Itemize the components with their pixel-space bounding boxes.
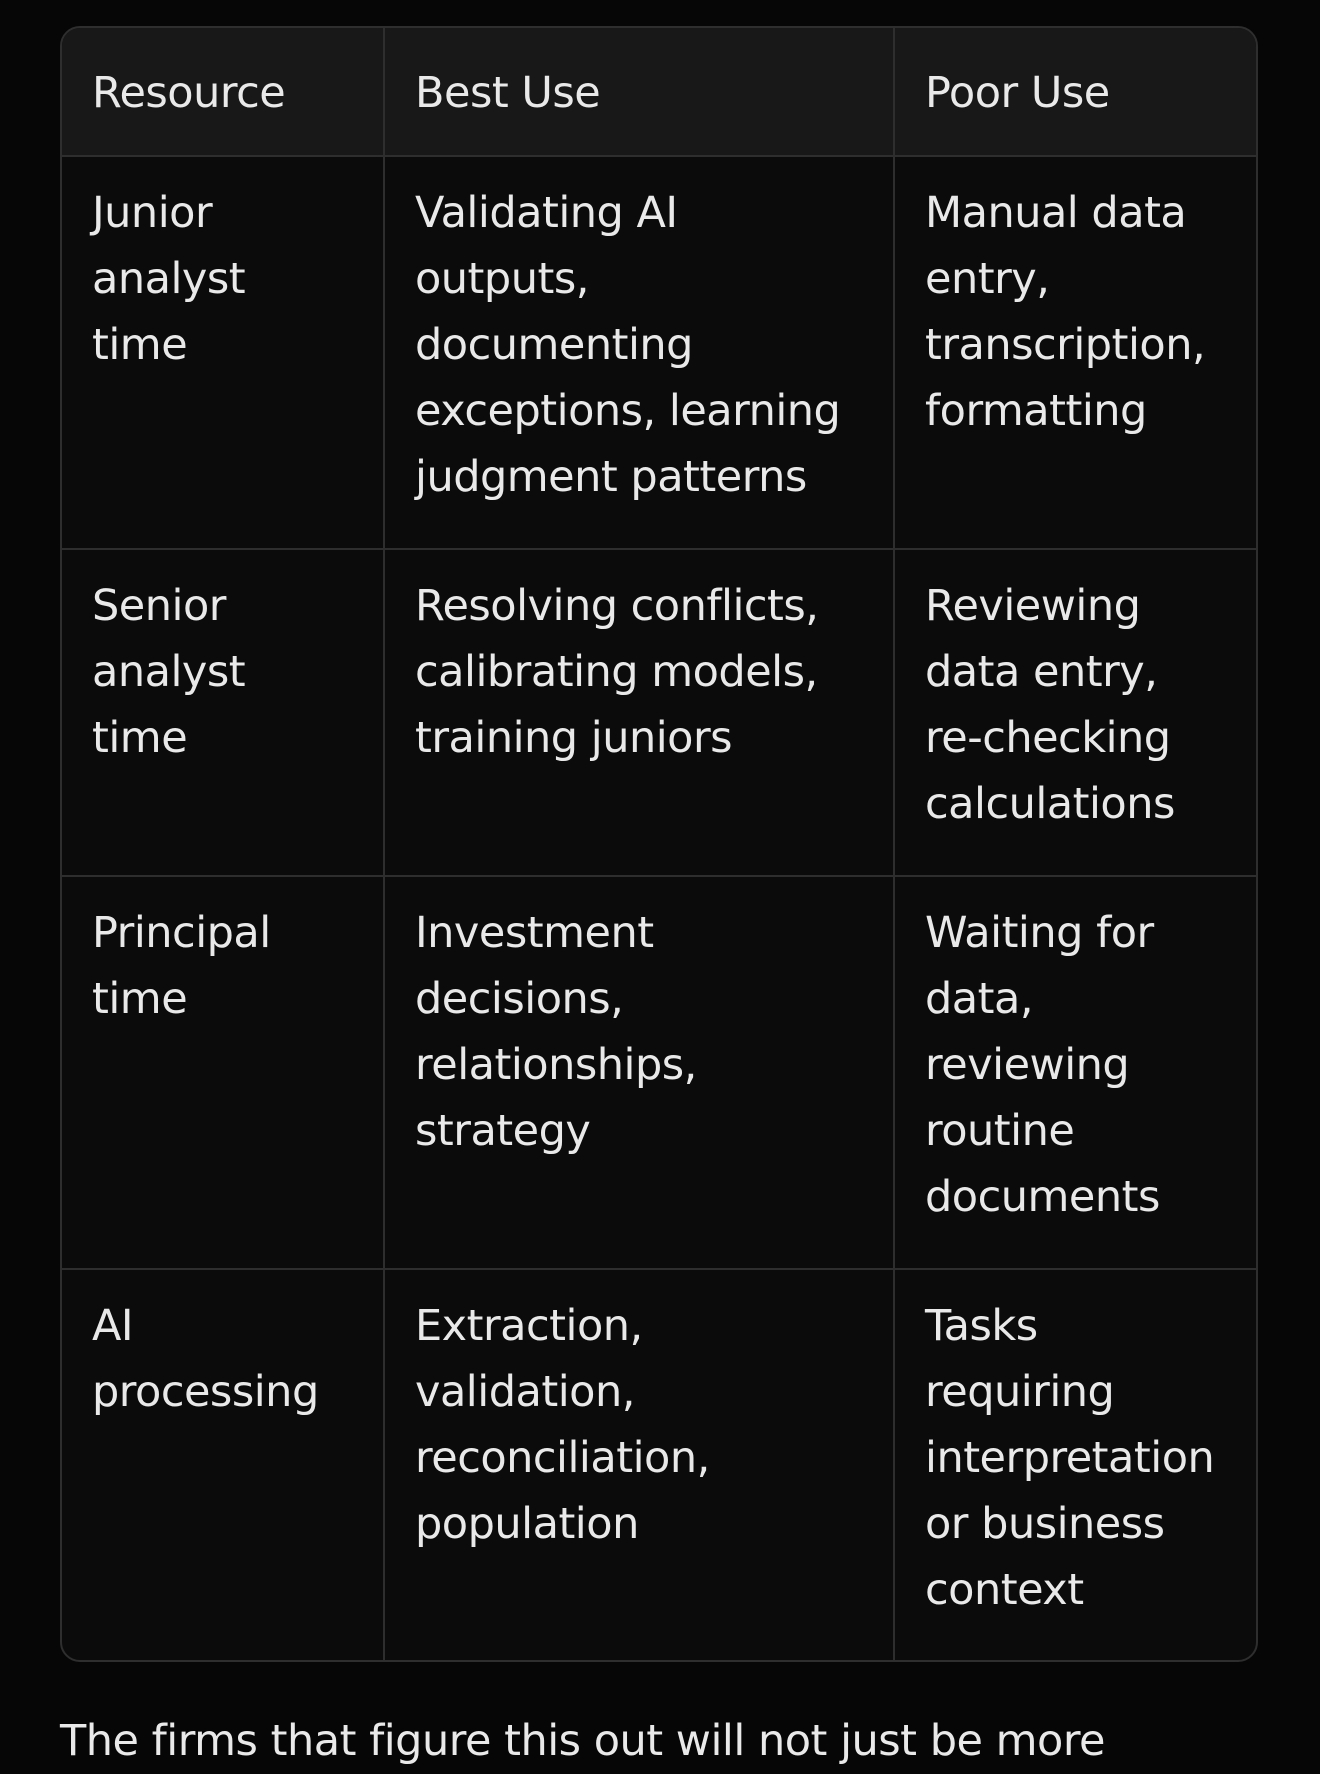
table-row (62, 1269, 1256, 1660)
cell-best-use: Validating AI outputs, documenting exceptions, learning judgment patterns (384, 156, 894, 549)
cell-poor-use: Waiting for data, reviewing routine documents (894, 876, 1256, 1269)
table-row (62, 549, 1256, 876)
resource-allocation-table (60, 26, 1258, 1662)
cell-resource: AI processing (62, 1269, 384, 1660)
header-best-use: Best Use (384, 28, 894, 156)
cell-best-use: Resolving conflicts, calibrating models, training juniors (384, 549, 894, 876)
table (62, 28, 1256, 1660)
cell-poor-use: Reviewing data entry, re-checking calculations (894, 549, 1256, 876)
cell-poor-use: Manual data entry, transcription, formatting (894, 156, 1256, 549)
table-row (62, 876, 1256, 1269)
header-poor-use: Poor Use (894, 28, 1256, 156)
table-body (62, 156, 1256, 1660)
cell-resource: Principal time (62, 876, 384, 1269)
header-resource: Resource (62, 28, 384, 156)
cell-poor-use: Tasks requiring interpretation or business context (925, 1301, 1215, 1615)
table-row (62, 156, 1256, 549)
cell-best-use: Investment decisions, relationships, strategy (384, 876, 894, 1269)
header-row (62, 28, 1256, 156)
cell-resource: Senior analyst time (62, 549, 384, 876)
table-header (62, 28, 1256, 156)
trailing-paragraph: The firms that figure this out will not just be more (60, 1716, 1106, 1766)
cell-best-use: Extraction, validation, reconciliation, population (384, 1269, 894, 1660)
cell-resource: Junior analyst time (62, 156, 384, 549)
